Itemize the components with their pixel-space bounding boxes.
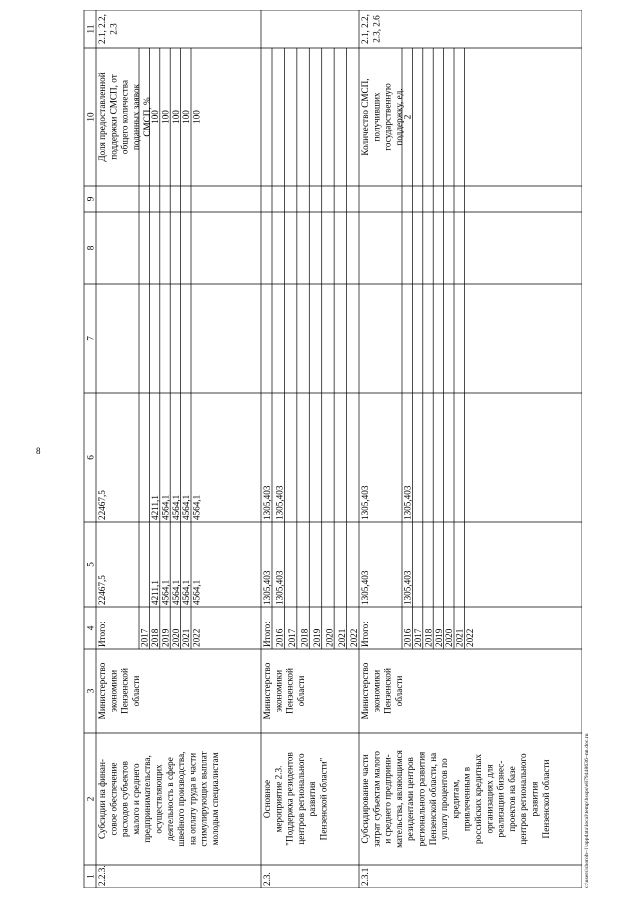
indicator-line: общего количества [119,79,130,155]
year-cell: 2016 [274,628,285,647]
col5-cell: 4564,1 [170,579,181,605]
col5-cell: 4211,1 [150,580,160,605]
executor-line: экономики [108,670,119,712]
section-name-line: реализации бизнес- [495,760,506,838]
col5-cell: 1305,403 [274,570,285,605]
total-col5: 22467,5 [97,575,107,605]
year-cell: 2016 [402,628,413,647]
year-cell: 2021 [181,628,192,647]
column-number-4: 4 [85,625,96,631]
section-name-line: "Поддержка резидентов [284,752,295,846]
total-label: Итого: [262,621,272,647]
executor-line: Министерство [262,662,272,720]
total-label: Итого: [360,621,370,647]
col6-cell: 4211,1 [150,495,160,520]
year-cell: 2017 [139,628,150,647]
year-cell: 2020 [324,628,335,647]
executor-line: области [130,675,141,707]
column-number-11: 11 [85,24,96,34]
indicator-line: государственную [382,83,393,151]
total-col5: 1305,403 [262,570,272,605]
year-cell: 2018 [150,628,160,647]
year-cell: 2019 [311,628,322,647]
program-table [72,10,582,888]
column-number-9: 9 [85,196,96,202]
total-label: Итого: [97,621,107,647]
year-cell: 2022 [191,628,202,647]
column-number-8: 8 [85,245,96,251]
col5-cell: 1305,403 [402,570,413,605]
links-line: 2.3 [108,23,119,35]
year-cell: 2017 [413,628,423,647]
section-number: 2.2.3. [97,865,107,886]
section-name-line: на оплату труда в части [187,752,198,846]
executor-line: Министерство [97,662,107,720]
col5-cell: 4564,1 [160,579,171,605]
col5-cell: 4564,1 [181,579,192,605]
executor-line: экономики [371,670,382,712]
section-name-line: Пензенской области, на [427,752,438,846]
col5-cell: 4564,1 [191,579,202,605]
year-cell: 2022 [465,628,475,647]
column-number-10: 10 [85,112,96,122]
col6-cell: 1305,403 [274,485,285,520]
col6-cell: 4564,1 [181,494,192,520]
section-name-line: уплату процентов по [439,758,450,840]
section-name-line: малого и среднего [130,763,141,835]
section-name-line: привлеченным в [461,766,472,832]
section-name-line: осуществляющих [153,764,164,834]
section-name-line: организациях для [484,764,495,834]
column-number-2: 2 [85,796,96,802]
col6-cell: 1305,403 [402,485,413,520]
section-name-line: мательства, являющимся [393,750,404,848]
year-cell: 2018 [299,628,310,647]
col6-cell: 4564,1 [191,494,202,520]
section-name-line: деятельность в сфере [164,757,175,841]
year-cell: 2020 [170,628,181,647]
section-name-line: затрат субъектам малого [371,751,382,847]
section-name-line: развития [529,781,540,817]
footer-file-path: c:\users\sboroh~1\appdata\local\temp\bssps\e879448636~nn.doc.ru [584,733,590,888]
section-name-line: Пензенской области [540,759,551,839]
executor-line: области [393,675,404,707]
section-name-line: Основное [262,779,272,819]
indicator-line: получивших [371,92,382,142]
rotated-page [72,10,597,888]
links-line: 2.1, 2.2, [97,14,107,44]
section-name-line: молодым специалистам [210,752,220,846]
col10-cell: 100 [181,110,192,124]
section-number: 2.3.1 [360,867,370,886]
executor-line: области [295,675,306,707]
section-name-line: Пензенской области" [318,757,329,841]
section-name-line: резидентами центров [405,757,416,841]
executor-line: Пензенской [119,668,130,714]
section-name-line: совое обеспечение [108,762,119,836]
section-name-line: и среднего предприни- [382,754,393,844]
total-col6: 1305,403 [262,485,272,520]
executor-line: экономики [273,670,284,712]
indicator-line: СМСП, % [142,97,153,137]
section-name-line: Субсидии на финан- [97,759,107,839]
year-cell: 2022 [349,628,360,647]
col10-cell: 100 [170,110,181,124]
section-name-line: швейного производства, [176,751,187,847]
year-cell: 2018 [423,628,434,647]
column-number-1: 1 [85,874,96,879]
links-line: 2.1, 2.2, [360,14,370,44]
indicator-line: поддержки СМСП, от [108,74,119,160]
section-name-line: центров регионального [295,753,306,845]
year-cell: 2021 [454,628,465,647]
total-col6: 1305,403 [360,485,370,520]
year-cell: 2021 [336,628,347,647]
column-number-7: 7 [85,336,96,341]
executor-line: Пензенской [284,668,295,714]
section-number: 2.3. [262,872,272,886]
section-name-line: Субсидирование части [360,754,370,844]
page-number: 8 [36,446,41,456]
col10-cell: 100 [160,110,171,124]
column-number-6: 6 [85,455,96,460]
section-name-line: стимулирующих выплат [198,751,209,847]
section-name-line: мероприятие 2.3. [273,765,284,833]
column-number-3: 3 [85,688,96,694]
year-cell: 2019 [433,628,444,647]
executor-line: Министерство [360,662,370,720]
col6-cell: 4564,1 [160,494,171,520]
total-col6: 22467,5 [97,490,107,520]
executor-line: Пензенской [382,668,393,714]
section-name-line: российских кредитных [473,753,483,845]
section-name-line: регионального развития [416,751,427,847]
col10-cell: 2 [402,114,413,120]
links-line: 2.3, 2.6 [371,15,382,43]
col6-cell: 4564,1 [170,494,181,520]
indicator-line: Доля предоставленной [97,72,107,162]
section-name-line: кредитам, [450,779,461,819]
section-name-line: расходов субъектов [119,761,130,837]
col10-cell: 100 [150,110,160,124]
col10-cell: 100 [191,110,202,124]
year-cell: 2019 [160,628,171,647]
indicator-line: поддержку, ед. [393,88,404,146]
section-name-line: развития [307,781,318,817]
total-col5: 1305,403 [360,570,370,605]
year-cell: 2020 [444,628,455,647]
indicator-line: поданных заявок [130,83,141,151]
indicator-line: Количество СМСП, [360,78,370,156]
section-name-line: предпринимательства, [142,755,153,843]
column-number-5: 5 [85,562,96,567]
year-cell: 2017 [287,628,298,647]
section-name-line: проектов на базе [506,766,517,832]
section-name-line: центров регионального [518,753,529,845]
